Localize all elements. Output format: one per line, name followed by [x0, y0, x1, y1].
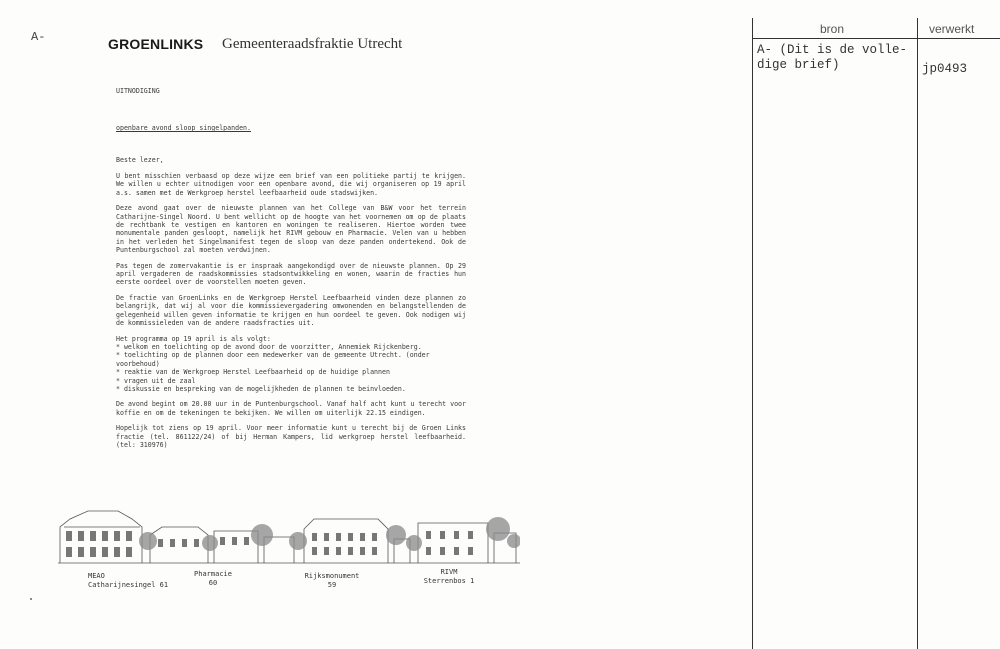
caption-address: Sterrenbos 1 — [423, 577, 475, 585]
salutation: Beste lezer, — [116, 156, 164, 164]
closing-paragraph: De avond begint om 20.00 uur in de Puntenburgschool. Vanaf half acht kunt u terecht voor koffie en om de tekeningen te bekijken. We willen om uiterlijk 22.15 eindigen. — [116, 400, 466, 417]
column-header-source: bron — [820, 22, 845, 36]
closing-paragraph: Hopelijk tot ziens op 19 april. Voor meer informatie kunt u terecht bij de Groen Links fractie (tel. 861122/24) of bij Herman Kampers, lid werkgroep herstel leefbaarheid. (tel: 310976) — [116, 424, 466, 449]
program-item: * welkom en toelichting op de avond door de voorzitter, Annemiek Rijckenberg. — [116, 343, 466, 351]
caption-rivm — [418, 568, 480, 586]
column-header-processed: verwerkt — [929, 22, 975, 36]
caption-address: 59 — [327, 581, 337, 589]
invitation-label: UITNODIGING — [116, 87, 160, 95]
source-note-line: A- (Dit is de volle- — [757, 43, 908, 57]
program-item: * diskussie en bespreking van de mogelijkheden de plannen te beinvloeden. — [116, 385, 466, 393]
paragraph: U bent misschien verbaasd op deze wijze een brief van een politieke partij te krijgen. We willen u echter uitnodigen voor een openbare avond, die wij organiseren op 19 april a.s. samen met de Werkgroep herstel leefbaarheid oude stadswijken. — [116, 172, 466, 197]
program-item: * vragen uit de zaal — [116, 377, 466, 385]
program-item: * reaktie van de Werkgroep Herstel Leefbaarheid op de huidige plannen — [116, 368, 466, 376]
corner-mark: A- — [31, 30, 46, 44]
program-list — [116, 343, 466, 393]
card-header-rule — [752, 38, 1000, 39]
caption-name: Pharmacie — [194, 570, 232, 578]
street-facade-drawing — [58, 505, 520, 571]
letterhead-subtitle: Gemeenteraadsfraktie Utrecht — [222, 36, 403, 52]
paragraph: Pas tegen de zomervakantie is er inspraak aangekondigd over de nieuwste plannen. Op 29 april vergaderen de raadskommissies stadsontwikkeling en wonen, waarin de fracties hun eerste oordeel over de voorstellen moeten geven. — [116, 261, 466, 287]
caption-pharmacie — [186, 570, 240, 588]
processed-code: jp0493 — [922, 62, 968, 76]
caption-address: Catharijnesingel 61 — [88, 581, 169, 589]
card-column-divider — [917, 18, 918, 649]
source-note-line: dige brief) — [757, 58, 840, 72]
source-note — [757, 43, 907, 73]
archive-card — [752, 18, 1000, 649]
caption-meao — [88, 572, 168, 590]
card-left-border — [752, 18, 753, 649]
program-intro: Het programma op 19 april is als volgt: — [116, 334, 271, 343]
program-item: * toelichting op de plannen door een medewerker van de gemeente Utrecht. (onder voorbehoud) — [116, 351, 466, 368]
groenlinks-logo: GROENLINKS — [108, 36, 204, 52]
caption-address: 60 — [208, 579, 218, 587]
paragraph: De fractie van GroenLinks en de Werkgroep Herstel Leefbaarheid vinden deze plannen zo belangrijk, dat wij al voor die kommissievergadering omwonenden en belangstellenden de gelegenheid willen geven informatie te krijgen en hun oordeel te geven. Ook nodigen wij de kommissieleden van de andere raadsfracties uit. — [116, 293, 466, 328]
caption-rijksmonument — [300, 572, 364, 590]
paragraph: Deze avond gaat over de nieuwste plannen van het College van B&W voor het terrein Catharijne-Singel Noord. U bent wellicht op de hoogte van het voornemen om op de plaats de rechtbank te vestigen en kantoren en woningen te realiseren. Hiertoe worden twee monumentale panden gesloopt, namelijk het RIVM gebouw en Pharmacie. Velen van u hebben in het verleden het Singelmanifest tegen de sloop van deze panden ondertekend. Ook de Puntenburgschool zal moeten verdwijnen. — [116, 204, 466, 255]
caption-name: MEAO — [88, 572, 105, 580]
letter-heading: openbare avond sloop singelpanden. — [116, 124, 251, 132]
caption-name: RIVM — [440, 568, 458, 576]
caption-name: Rijksmonument — [304, 572, 360, 580]
scan-speck — [30, 598, 32, 600]
letter-body — [116, 172, 466, 456]
